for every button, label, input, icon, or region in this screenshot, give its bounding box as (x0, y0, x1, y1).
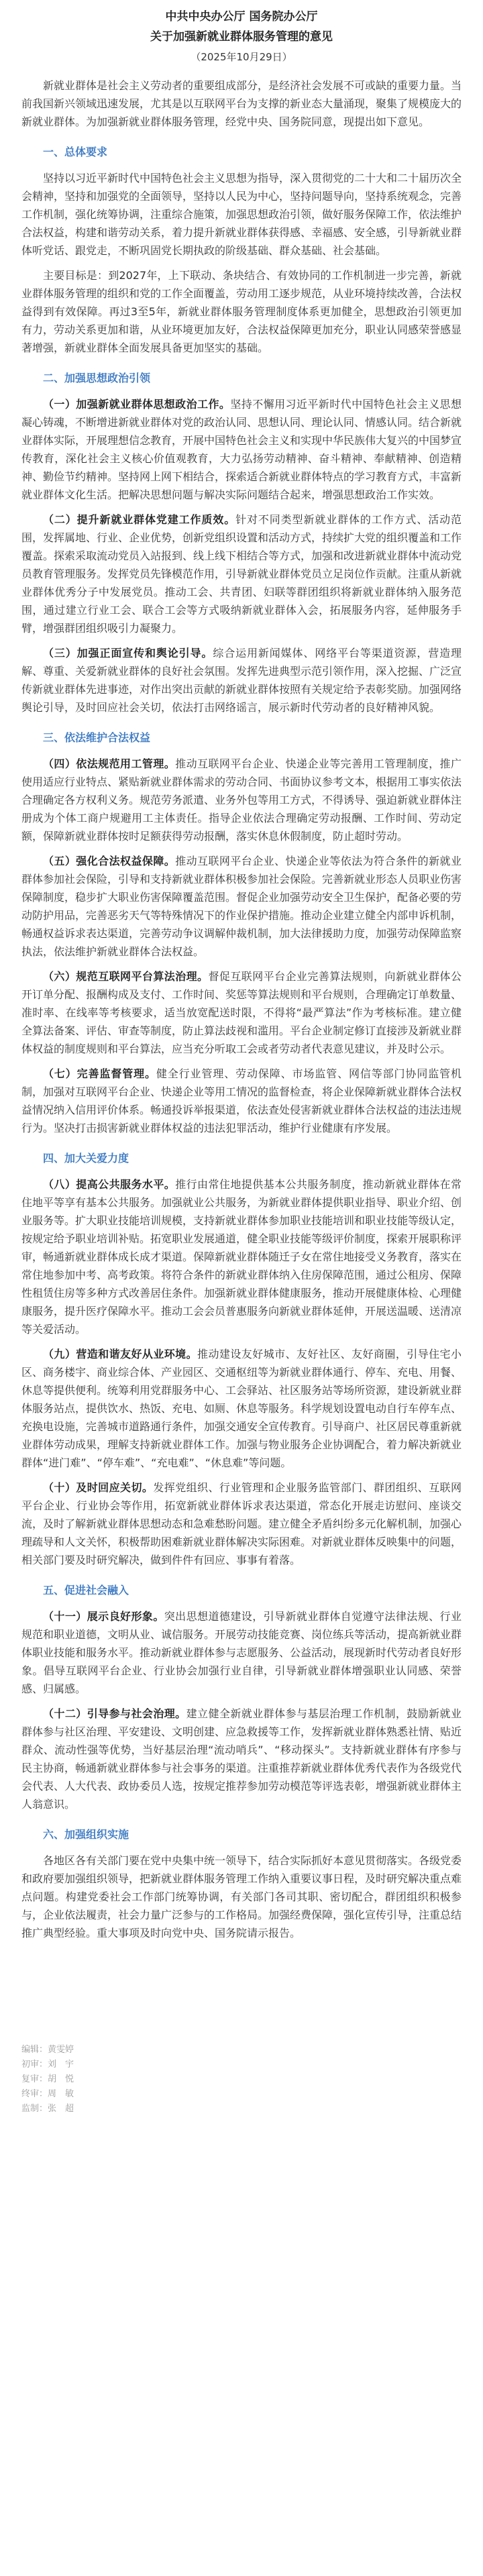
item-paragraph (21, 644, 462, 716)
item-text: 推动建设友好城市、友好社区、友好商圈，引导住宅小区、商务楼宇、商业综合体、产业园区、交通枢纽等为新就业群体通行、停车、充电、用餐、休息等提供便利。统筹利用党群服务中心、工会驿站、社区服务站等场所资源，建设新就业群体服务站点，提供饮水、热饭、充电、如厕、休息等服务。科学规划设置电动自行车停车点、充换电设施，完善城市道路通行条件，加强交通安全宣传教育。引导商户、社区居民尊重新就业群体劳动成果，理解支持新就业群体工作。加强与物业服务企业协调配合，着力解决新就业群体“进门难”、“停车难”、“充电难”、“休息难”等问题。 (21, 1348, 462, 1469)
section-heading: 五、促进社会融入 (43, 1584, 129, 1597)
paragraph-text: 各地区各有关部门要在党中央集中统一领导下，结合实际抓好本意见贯彻落实。各级党委和政府要加强组织领导，把新就业群体服务管理工作纳入重要议事日程，及时研究解决重点难点问题。构建党委社会工作部门统筹协调，有关部门各司其职、密切配合，群团组织积极参与，企业依法履责，社会力量广泛参与的工作格局。加强经费保障，强化宣传引导，注重总结推广典型经验。重大事项及时向党中央、国务院请示报告。 (21, 1854, 462, 1939)
section-ideological-guidance (21, 369, 462, 716)
item-paragraph (21, 1065, 462, 1137)
section-heading: 四、加大关爱力度 (43, 1152, 129, 1165)
item-text: 综合运用新闻媒体、网络平台等渠道资源，营造理解、尊重、关爱新就业群体的良好社会氛围。发挥先进典型示范引领作用，深入挖掘、广泛宣传新就业群体先进事迹，对作出突出贡献的新就业群体按照有关规定给予表彰奖励。加强网络舆论引导，及时回应社会关切，依法打击网络谣言，展示新时代劳动者的良好精神风貌。 (21, 647, 462, 714)
section-general-requirements (21, 143, 462, 357)
section-heading: 六、加强组织实施 (43, 1828, 129, 1841)
issuing-authorities: 中共中央办公厅 国务院办公厅 (165, 10, 318, 23)
item-lead: （九）营造和谐友好从业环境。 (43, 1348, 198, 1360)
paragraph-text: 新就业群体是社会主义劳动者的重要组成部分，是经济社会发展不可或缺的重要力量。当前我国新兴领域迅速发展，尤其是以互联网平台为支撑的新业态大量涌现，聚集了规模庞大的新就业群体。为加强新就业群体服务管理，经党中央、国务院同意，现提出如下意见。 (21, 79, 462, 128)
item-paragraph (21, 511, 462, 637)
item-paragraph (21, 1705, 462, 1813)
item-paragraph (21, 1479, 462, 1569)
section-heading: 一、总体要求 (43, 146, 108, 158)
credit-line: 监制：张 超 (21, 2104, 74, 2114)
item-paragraph (21, 1175, 462, 1338)
item-lead: （三）加强正面宣传和舆论引导。 (43, 647, 213, 659)
intro-paragraph (21, 76, 462, 131)
section-heading: 三、依法维护合法权益 (43, 731, 151, 744)
credit-line: 终审：周 敏 (21, 2089, 74, 2099)
section-care (21, 1149, 462, 1569)
credit-line: 复审：胡 悦 (21, 2074, 74, 2084)
item-text: 建立健全新就业群体参与基层治理工作机制，鼓励新就业群体参与社区治理、平安建设、文明创建、应急救援等工作，发挥新就业群体熟悉社情、贴近群众、流动性强等优势，当好基层治理“流动哨兵”、“移动探头”。支持新就业群体有序参与民主协商，畅通新就业群体参与社会事务的渠道。注重推荐新就业群体优秀代表作为各级党代会代表、人大代表、政协委员人选，按规定推荐参加劳动模范等评选表彰，增强新就业群体主人翁意识。 (21, 1707, 462, 1811)
item-lead: （六）规范互联网平台算法治理。 (43, 970, 209, 983)
paragraph-text: 坚持以习近平新时代中国特色社会主义思想为指导，深入贯彻党的二十大和二十届历次全会精神，坚持和加强党的全面领导，坚持以人民为中心，坚持问题导向，坚持系统观念，完善工作机制，强化统筹协调，注重综合施策，加强思想政治引领，做好服务保障工作，依法维护合法权益，构建和谐劳动关系，着力提升新就业群体获得感、幸福感、安全感，引导新就业群体听党话、跟党走，不断巩固党长期执政的阶级基础、群众基础、社会基础。 (21, 172, 462, 257)
item-lead: （四）依法规范用工管理。 (43, 757, 176, 770)
item-text: 健全行业管理、劳动保障、市场监管、网信等部门协同监管机制，加强对互联网平台企业、快递企业等用工情况的监督检查，将企业保障新就业群体合法权益情况纳入信用评价体系。畅通投诉举报渠道，依法查处侵害新就业群体合法权益的违法违规行为。坚决打击损害新就业群体权益的违法犯罪活动，维护行业健康有序发展。 (21, 1067, 462, 1134)
item-text: 针对不同类型新就业群体的工作方式、活动范围，发挥属地、行业、企业优势，创新党组织设置和活动方式，持续扩大党的组织覆盖和工作覆盖。探索采取流动党员入站报到、线上线下相结合等方式，加强和改进新就业群体中流动党员教育管理服务。发挥党员先锋模范作用，引导新就业群体党员立足岗位作贡献。注重从新就业群体优秀分子中发展党员。推动工会、共青团、妇联等群团组织将新就业群体纳入服务范围，通过建立行业工会、联合工会等方式吸纳新就业群体入会，拓展服务内容，延伸服务手臂，增强群团组织吸引力凝聚力。 (21, 513, 462, 635)
item-paragraph (21, 1345, 462, 1472)
paragraph-text: 主要目标是：到2027年，上下联动、条块结合、有效协同的工作机制进一步完善，新就业群体服务管理的组织和党的工作全面覆盖，劳动用工逐步规范，从业环境持续改善，合法权益得到有效保障。再过3至5年，新就业群体服务管理制度体系更加健全，思想政治引领更加有力，劳动关系更加和谐，从业环境更加友好，合法权益保障更加充分，职业认同感荣誉感显著增强，新就业群体全面发展具备更加坚实的基础。 (21, 269, 462, 354)
item-lead: （十一）展示良好形象。 (43, 1610, 164, 1623)
item-lead: （二）提升新就业群体党建工作质效。 (43, 513, 236, 526)
item-text: 坚持不懈用习近平新时代中国特色社会主义思想凝心铸魂，不断增进新就业群体对党的政治认同、思想认同、理论认同、情感认同。结合新就业群体实际，开展理想信念教育，开展中国特色社会主义和实现中华民族伟大复兴的中国梦宣传教育，深化社会主义核心价值观教育，大力弘扬劳动精神、奋斗精神、奉献精神、创造精神、勤俭节约精神。坚持网上网下相结合，探索适合新就业群体特点的学习教育方式，丰富新就业群体文化生活。把解决思想问题与解决实际问题结合起来，增强思想政治工作实效。 (21, 398, 462, 501)
item-lead: （一）加强新就业群体思想政治工作。 (43, 398, 231, 411)
item-paragraph (21, 852, 462, 961)
item-paragraph (21, 967, 462, 1058)
document-body (21, 76, 462, 1942)
item-lead: （八）提高公共服务水平。 (43, 1178, 176, 1191)
document-date: （2025年10月29日） (191, 51, 292, 63)
document-header (21, 7, 462, 67)
section-heading: 二、加强思想政治引领 (43, 372, 151, 384)
item-text: 推动互联网平台企业、快递企业等依法为符合条件的新就业群体参加社会保险，引导和支持新就业群体积极参加社会保险。完善新就业形态人员职业伤害保障制度，稳步扩大职业伤害保障覆盖范围。督促企业加强劳动安全卫生保护，配备必要的劳动防护用品，完善恶劣天气等特殊情况下的作业保护措施。推动企业建立健全内部申诉机制，畅通权益诉求表达渠道，完善劳动争议调解仲裁机制，加大法律援助力度，加强劳动保障监察执法，依法维护新就业群体合法权益。 (21, 855, 462, 958)
item-text: 推动互联网平台企业、快递企业等完善用工管理制度，推广使用适应行业特点、紧贴新就业群体需求的劳动合同、书面协议参考文本，根据用工事实依法合理确定各方权利义务。规范劳务派遣、业务外包等用工方式，不得诱导、强迫新就业群体注册成为个体工商户规避用工主体责任。指导企业依法合理确定劳动报酬、工作时间、劳动定额，保障新就业群体按时足额获得劳动报酬，落实休息休假制度，防止超时劳动。 (21, 757, 462, 843)
paragraph (21, 169, 462, 260)
credit-line-editor: 编辑：黄雯婷 (21, 2045, 74, 2055)
section-implementation (21, 1825, 462, 1942)
document-title: 关于加强新就业群体服务管理的意见 (150, 30, 333, 44)
section-social-integration (21, 1581, 462, 1813)
item-paragraph (21, 755, 462, 845)
item-lead: （十）及时回应关切。 (43, 1481, 154, 1494)
item-text: 督促互联网平台企业完善算法规则，向新就业群体公开订单分配、报酬构成及支付、工作时间、奖惩等算法规则和平台规则，合理确定订单数量、准时率、在线率等考核要求，适当放宽配送时限，不得将“最严算法”作为考核标准。建立健全算法备案、评估、审查等制度，防止算法歧视和滥用。平台企业制定修订直接涉及新就业群体权益的制度规则和平台算法，应当充分听取工会或者劳动者代表意见建议，并及时公示。 (21, 970, 462, 1055)
item-lead: （七）完善监督管理。 (43, 1067, 156, 1080)
editorial-credits (21, 2043, 462, 2116)
item-lead: （五）强化合法权益保障。 (43, 855, 176, 867)
credit-line: 初审：刘 宇 (21, 2059, 74, 2070)
paragraph-main-goals (21, 266, 462, 357)
item-text: 发挥党组织、行业管理和企业服务监管部门、群团组织、互联网平台企业、行业协会等作用，拓宽新就业群体诉求表达渠道，常态化开展走访慰问、座谈交流，及时了解新就业群体思想动态和急难愁盼问题。建立健全矛盾纠纷多元化解机制，加强心理疏导和人文关怀，积极帮助困难新就业群体解决实际困难。对新就业群体反映集中的问题，相关部门要及时研究解决，做到件件有回应、事事有着落。 (21, 1481, 462, 1566)
paragraph (21, 1851, 462, 1942)
item-paragraph (21, 1607, 462, 1698)
item-lead: （十二）引导参与社会治理。 (43, 1707, 186, 1720)
item-text: 突出思想道德建设，引导新就业群体自觉遵守法律法规、行业规范和职业道德，文明从业、诚信服务。开展劳动技能竞赛、岗位练兵等活动，提高新就业群体职业技能和服务水平。推动新就业群体参与志愿服务、公益活动，展现新时代劳动者良好形象。倡导互联网平台企业、行业协会加强行业自律，引导新就业群体增强职业认同感、荣誉感、归属感。 (21, 1610, 462, 1695)
item-paragraph (21, 395, 462, 504)
item-text: 推行由常住地提供基本公共服务制度，推动新就业群体在常住地平等享有基本公共服务。加强就业公共服务，为新就业群体提供职业指导、职业介绍、创业服务等。扩大职业技能培训规模，支持新就业群体参加职业技能培训和职业技能等级认定，按规定给予职业培训补贴。拓宽职业发展通道，健全职业技能等级评价制度，探索开展职称评审，畅通新就业群体成长成才渠道。保障新就业群体随迁子女在常住地接受义务教育，落实在常住地参加中考、高考政策。将符合条件的新就业群体纳入住房保障范围，通过公租房、保障性租赁住房等多种方式改善居住条件。加强新就业群体健康服务，推动开展健康体检、心理健康服务，提升医疗保障水平。推动工会会员普惠服务向新就业群体延伸，开展送温暖、送清凉等关爱活动。 (21, 1178, 462, 1336)
section-legal-rights (21, 729, 462, 1137)
